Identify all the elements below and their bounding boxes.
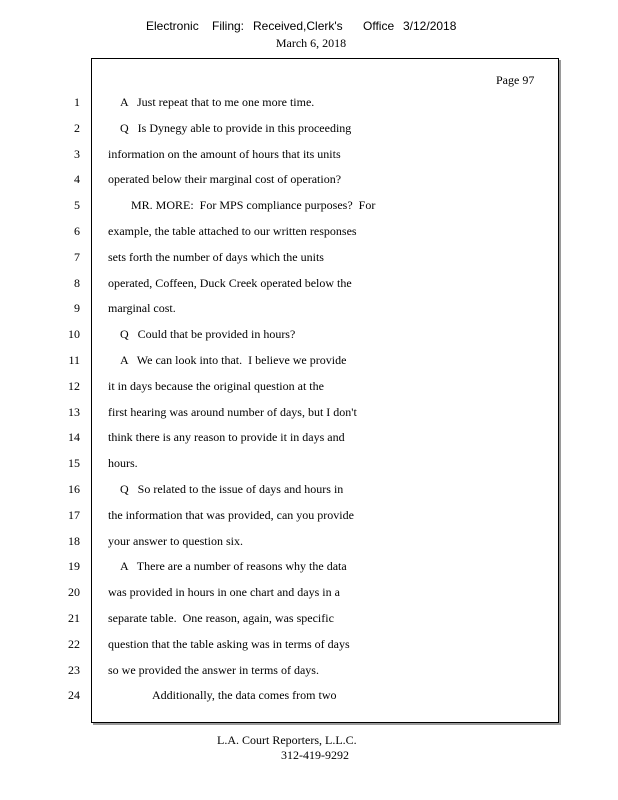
footer-phone: 312-419-9292: [281, 748, 349, 762]
transcript-line: [0, 480, 618, 498]
footer-company: L.A. Court Reporters, L.L.C.: [217, 733, 357, 747]
line-number: 13: [68, 404, 80, 419]
transcript-line: [0, 274, 618, 292]
line-number: 16: [68, 482, 80, 496]
transcript-line: [0, 557, 618, 575]
line-number: 17: [68, 507, 80, 522]
line-text: A There are a number of reasons why the data: [120, 559, 347, 574]
line-text: hours.: [108, 456, 138, 471]
transcript-line: [0, 428, 618, 446]
line-number: 2: [74, 120, 80, 135]
line-text: was provided in hours in one chart and days in a: [108, 585, 340, 600]
line-text: Q Is Dynegy able to provide in this proceeding: [120, 120, 352, 135]
transcript-line: [0, 248, 618, 266]
transcript-line: [0, 583, 618, 601]
line-text: your answer to question six.: [108, 533, 243, 548]
transcript-line: [0, 661, 618, 679]
line-text: so we provided the answer in terms of days.: [108, 662, 319, 677]
line-text: Q So related to the issue of days and hours in: [120, 482, 344, 496]
transcript-line: [0, 170, 618, 188]
line-number: 22: [68, 636, 80, 651]
transcript-line: [0, 532, 618, 550]
line-number: 9: [74, 301, 80, 316]
line-text: question that the table asking was in terms of days: [108, 636, 350, 651]
transcript-line: [0, 686, 618, 704]
line-text: the information that was provided, can you provide: [108, 507, 354, 522]
line-text: operated, Coffeen, Duck Creek operated below the: [108, 275, 352, 290]
line-number: 6: [74, 224, 80, 238]
line-number: 19: [68, 559, 80, 574]
stamp-word-office: Office: [363, 19, 395, 33]
stamp-word-electronic: Electronic: [146, 19, 199, 33]
line-text: MR. MORE: For MPS compliance purposes? For: [131, 198, 376, 213]
line-number: 10: [68, 327, 80, 342]
line-number: 4: [74, 172, 80, 187]
line-text: example, the table attached to our written responses: [108, 224, 357, 238]
page-number: Page 97: [496, 73, 535, 87]
line-text: operated below their marginal cost of operation?: [108, 172, 342, 187]
line-number: 5: [74, 198, 80, 213]
line-number: 15: [68, 456, 80, 471]
line-number: 14: [68, 430, 80, 445]
line-text: think there is any reason to provide it in days and: [108, 430, 345, 445]
transcript-line: [0, 299, 618, 317]
line-text: Q Could that be provided in hours?: [120, 327, 296, 342]
line-number: 1: [74, 95, 80, 109]
line-text: it in days because the original question at the: [108, 378, 324, 393]
transcript-line: [0, 145, 618, 163]
transcript-line: [0, 222, 618, 240]
line-text: A Just repeat that to me one more time.: [120, 95, 315, 109]
line-number: 8: [74, 275, 80, 290]
transcript-line: [0, 351, 618, 369]
line-number: 23: [68, 662, 80, 677]
transcript-line: [0, 506, 618, 524]
line-text: Additionally, the data comes from two: [152, 688, 337, 703]
transcript-line: [0, 609, 618, 627]
transcript-line: [0, 196, 618, 214]
transcript-line: [0, 377, 618, 395]
line-text: marginal cost.: [108, 301, 176, 316]
transcript-line: [0, 325, 618, 343]
stamp-word-filing: Filing:: [212, 19, 245, 33]
line-text: information on the amount of hours that its units: [108, 146, 341, 161]
transcript-line: [0, 454, 618, 472]
stamp-filing-date: 3/12/2018: [403, 19, 457, 33]
stamp-word-received: Received,Clerk's: [253, 19, 343, 33]
hearing-date: March 6, 2018: [275, 36, 347, 50]
line-number: 7: [74, 249, 80, 264]
line-text: first hearing was around number of days, but I don't: [108, 404, 357, 419]
line-number: 12: [68, 378, 80, 393]
line-text: separate table. One reason, again, was specific: [108, 611, 334, 625]
line-number: 18: [68, 533, 80, 548]
line-number: 11: [68, 353, 80, 367]
line-number: 24: [68, 688, 80, 703]
line-number: 3: [74, 146, 80, 161]
line-number: 21: [68, 611, 80, 625]
transcript-line: [0, 119, 618, 137]
transcript-line: [0, 403, 618, 421]
transcript-line: [0, 635, 618, 653]
line-text: A We can look into that. I believe we provide: [120, 353, 347, 367]
line-text: sets forth the number of days which the units: [108, 249, 324, 264]
line-number: 20: [68, 585, 80, 600]
transcript-line: [0, 93, 618, 111]
